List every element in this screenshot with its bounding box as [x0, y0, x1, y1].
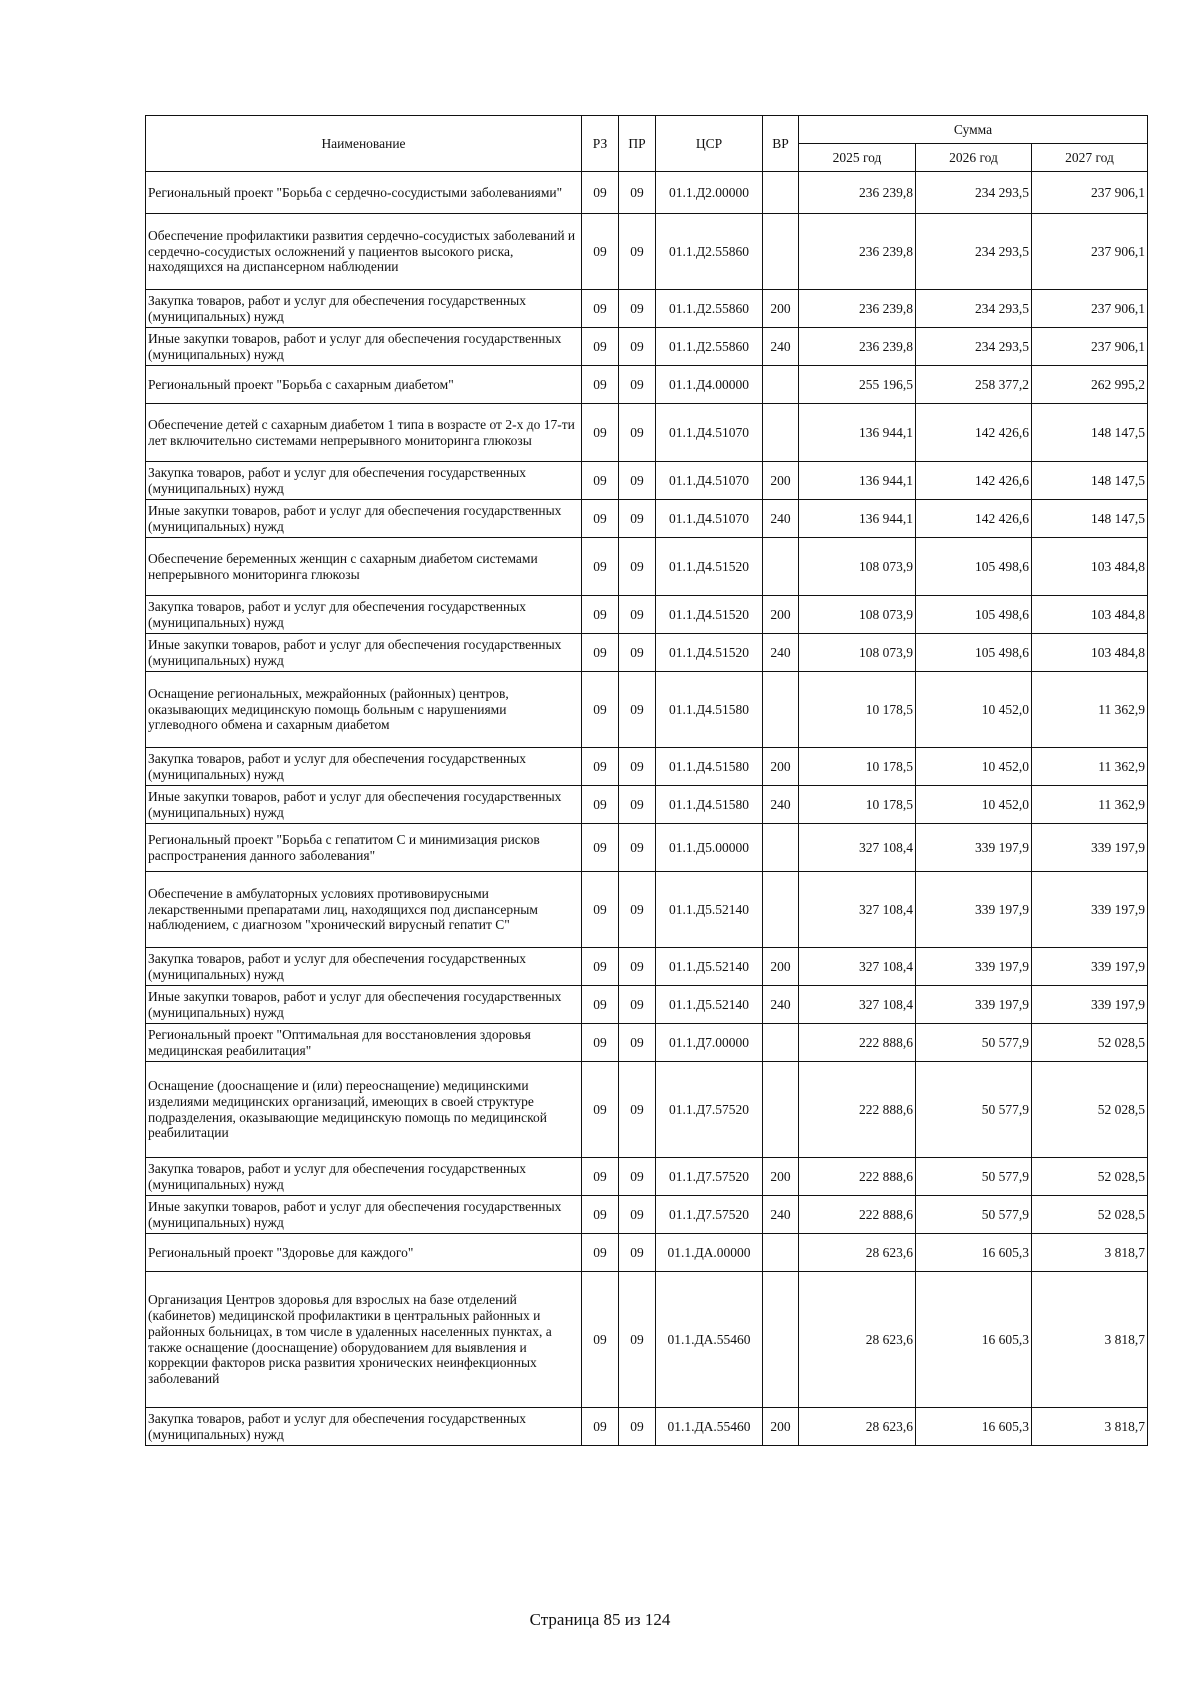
table-row: [146, 172, 1148, 214]
row-rz: 09: [582, 1234, 619, 1272]
table-row: [146, 872, 1148, 948]
row-name: Региональный проект "Оптимальная для восстановления здоровья медицинская реабилитация": [146, 1024, 582, 1062]
row-rz: 09: [582, 290, 619, 328]
table-row: [146, 1158, 1148, 1196]
row-rz: 09: [582, 634, 619, 672]
row-sum-2025: 136 944,1: [799, 404, 916, 462]
row-rz: 09: [582, 672, 619, 748]
row-rz: 09: [582, 538, 619, 596]
row-sum-2027: 103 484,8: [1032, 538, 1148, 596]
row-rz: 09: [582, 404, 619, 462]
header-pr: ПР: [619, 116, 656, 172]
row-rz: 09: [582, 328, 619, 366]
row-rz: 09: [582, 1062, 619, 1158]
row-sum-2026: 50 577,9: [916, 1024, 1032, 1062]
row-sum-2025: 10 178,5: [799, 786, 916, 824]
row-sum-2025: 136 944,1: [799, 462, 916, 500]
row-pr: 09: [619, 596, 656, 634]
row-vr: [763, 872, 799, 948]
row-sum-2025: 222 888,6: [799, 1158, 916, 1196]
row-sum-2026: 234 293,5: [916, 328, 1032, 366]
row-sum-2026: 234 293,5: [916, 214, 1032, 290]
row-pr: 09: [619, 1062, 656, 1158]
table-row: [146, 986, 1148, 1024]
header-rz: РЗ: [582, 116, 619, 172]
row-sum-2025: 236 239,8: [799, 290, 916, 328]
row-pr: 09: [619, 366, 656, 404]
row-name: Иные закупки товаров, работ и услуг для обеспечения государственных (муниципальных) нужд: [146, 1196, 582, 1234]
row-vr: [763, 366, 799, 404]
header-year-2026: 2026 год: [916, 144, 1032, 172]
row-csr: 01.1.Д5.52140: [656, 986, 763, 1024]
row-csr: 01.1.Д2.55860: [656, 214, 763, 290]
row-sum-2026: 105 498,6: [916, 596, 1032, 634]
row-sum-2026: 10 452,0: [916, 672, 1032, 748]
row-sum-2025: 236 239,8: [799, 172, 916, 214]
row-csr: 01.1.Д2.00000: [656, 172, 763, 214]
row-pr: 09: [619, 748, 656, 786]
row-vr: 200: [763, 948, 799, 986]
table-row: [146, 824, 1148, 872]
row-rz: 09: [582, 786, 619, 824]
row-name: Закупка товаров, работ и услуг для обеспечения государственных (муниципальных) нужд: [146, 1408, 582, 1446]
row-sum-2027: 262 995,2: [1032, 366, 1148, 404]
row-sum-2026: 16 605,3: [916, 1408, 1032, 1446]
row-rz: 09: [582, 986, 619, 1024]
row-name: Обеспечение в амбулаторных условиях противовирусными лекарственными препаратами лиц, находящихся под диспансерным наблюдением, с диагнозом "хронический вирусный гепатит С": [146, 872, 582, 948]
row-sum-2025: 222 888,6: [799, 1062, 916, 1158]
row-sum-2026: 16 605,3: [916, 1272, 1032, 1408]
row-sum-2025: 136 944,1: [799, 500, 916, 538]
row-sum-2026: 258 377,2: [916, 366, 1032, 404]
table-row: [146, 328, 1148, 366]
row-pr: 09: [619, 1024, 656, 1062]
row-name: Закупка товаров, работ и услуг для обеспечения государственных (муниципальных) нужд: [146, 948, 582, 986]
row-name: Иные закупки товаров, работ и услуг для обеспечения государственных (муниципальных) нужд: [146, 986, 582, 1024]
row-name: Закупка товаров, работ и услуг для обеспечения государственных (муниципальных) нужд: [146, 596, 582, 634]
row-rz: 09: [582, 596, 619, 634]
row-vr: [763, 824, 799, 872]
row-csr: 01.1.Д7.00000: [656, 1024, 763, 1062]
row-name: Иные закупки товаров, работ и услуг для обеспечения государственных (муниципальных) нужд: [146, 634, 582, 672]
row-name: Региональный проект "Борьба с сахарным диабетом": [146, 366, 582, 404]
row-csr: 01.1.Д7.57520: [656, 1158, 763, 1196]
row-sum-2026: 105 498,6: [916, 634, 1032, 672]
table-row: [146, 672, 1148, 748]
row-name: Иные закупки товаров, работ и услуг для обеспечения государственных (муниципальных) нужд: [146, 328, 582, 366]
row-rz: 09: [582, 824, 619, 872]
row-sum-2027: 103 484,8: [1032, 596, 1148, 634]
row-vr: [763, 1062, 799, 1158]
row-vr: 200: [763, 748, 799, 786]
table-row: [146, 748, 1148, 786]
row-pr: 09: [619, 462, 656, 500]
table-row: [146, 404, 1148, 462]
row-sum-2025: 222 888,6: [799, 1196, 916, 1234]
row-vr: 240: [763, 786, 799, 824]
row-name: Региональный проект "Борьба с сердечно-сосудистыми заболеваниями": [146, 172, 582, 214]
row-pr: 09: [619, 172, 656, 214]
row-sum-2025: 327 108,4: [799, 824, 916, 872]
row-name: Региональный проект "Борьба с гепатитом С и минимизация рисков распространения данного заболевания": [146, 824, 582, 872]
row-csr: 01.1.Д2.55860: [656, 328, 763, 366]
row-pr: 09: [619, 1158, 656, 1196]
row-csr: 01.1.Д7.57520: [656, 1062, 763, 1158]
row-rz: 09: [582, 214, 619, 290]
row-csr: 01.1.Д4.51070: [656, 500, 763, 538]
row-rz: 09: [582, 462, 619, 500]
table-body: [146, 172, 1148, 1446]
row-sum-2025: 108 073,9: [799, 596, 916, 634]
table-row: [146, 1272, 1148, 1408]
row-sum-2026: 234 293,5: [916, 172, 1032, 214]
row-pr: 09: [619, 538, 656, 596]
row-pr: 09: [619, 1272, 656, 1408]
row-vr: 240: [763, 500, 799, 538]
row-sum-2027: 148 147,5: [1032, 404, 1148, 462]
header-sum: Сумма: [799, 116, 1148, 144]
row-sum-2026: 339 197,9: [916, 948, 1032, 986]
row-vr: 240: [763, 1196, 799, 1234]
row-csr: 01.1.ДА.55460: [656, 1408, 763, 1446]
row-pr: 09: [619, 404, 656, 462]
row-vr: [763, 1272, 799, 1408]
row-sum-2025: 327 108,4: [799, 986, 916, 1024]
row-sum-2026: 105 498,6: [916, 538, 1032, 596]
row-sum-2026: 50 577,9: [916, 1158, 1032, 1196]
row-sum-2027: 237 906,1: [1032, 328, 1148, 366]
row-rz: 09: [582, 1024, 619, 1062]
table-row: [146, 538, 1148, 596]
row-vr: [763, 172, 799, 214]
row-csr: 01.1.Д7.57520: [656, 1196, 763, 1234]
row-csr: 01.1.ДА.55460: [656, 1272, 763, 1408]
row-sum-2025: 28 623,6: [799, 1272, 916, 1408]
header-name: Наименование: [146, 116, 582, 172]
table-row: [146, 500, 1148, 538]
row-name: Организация Центров здоровья для взрослых на базе отделений (кабинетов) медицинской профилактики в центральных районных и районных больницах, в том числе в удаленных населенных пунктах, а также оснащение (дооснащение) оборудованием для выявления и коррекции факторов риска развития хронических неинфекционных заболеваний: [146, 1272, 582, 1408]
row-rz: 09: [582, 872, 619, 948]
table-row: [146, 366, 1148, 404]
row-vr: 200: [763, 1408, 799, 1446]
row-rz: 09: [582, 748, 619, 786]
budget-table-container: [145, 115, 1147, 1446]
row-sum-2027: 52 028,5: [1032, 1196, 1148, 1234]
row-csr: 01.1.Д2.55860: [656, 290, 763, 328]
row-name: Оснащение региональных, межрайонных (районных) центров, оказывающих медицинскую помощь больным с нарушениями углеводного обмена и сахарным диабетом: [146, 672, 582, 748]
row-sum-2027: 237 906,1: [1032, 214, 1148, 290]
row-sum-2027: 339 197,9: [1032, 986, 1148, 1024]
row-sum-2027: 339 197,9: [1032, 872, 1148, 948]
row-sum-2025: 327 108,4: [799, 872, 916, 948]
row-name: Закупка товаров, работ и услуг для обеспечения государственных (муниципальных) нужд: [146, 748, 582, 786]
row-csr: 01.1.Д5.52140: [656, 948, 763, 986]
table-row: [146, 786, 1148, 824]
table-row: [146, 634, 1148, 672]
row-sum-2027: 3 818,7: [1032, 1234, 1148, 1272]
row-sum-2027: 339 197,9: [1032, 824, 1148, 872]
row-name: Закупка товаров, работ и услуг для обеспечения государственных (муниципальных) нужд: [146, 462, 582, 500]
row-vr: [763, 538, 799, 596]
table-row: [146, 1196, 1148, 1234]
row-pr: 09: [619, 214, 656, 290]
row-sum-2027: 148 147,5: [1032, 462, 1148, 500]
row-sum-2027: 11 362,9: [1032, 786, 1148, 824]
row-vr: [763, 1024, 799, 1062]
row-csr: 01.1.Д4.51580: [656, 786, 763, 824]
row-name: Иные закупки товаров, работ и услуг для обеспечения государственных (муниципальных) нужд: [146, 500, 582, 538]
row-csr: 01.1.Д4.51520: [656, 596, 763, 634]
row-sum-2026: 10 452,0: [916, 786, 1032, 824]
row-vr: 200: [763, 290, 799, 328]
row-sum-2027: 339 197,9: [1032, 948, 1148, 986]
row-pr: 09: [619, 1196, 656, 1234]
row-vr: [763, 404, 799, 462]
row-pr: 09: [619, 1408, 656, 1446]
table-row: [146, 214, 1148, 290]
row-csr: 01.1.Д4.51520: [656, 538, 763, 596]
row-csr: 01.1.ДА.00000: [656, 1234, 763, 1272]
row-sum-2025: 10 178,5: [799, 748, 916, 786]
row-sum-2027: 237 906,1: [1032, 172, 1148, 214]
table-row: [146, 1024, 1148, 1062]
row-sum-2025: 236 239,8: [799, 328, 916, 366]
row-pr: 09: [619, 872, 656, 948]
row-sum-2027: 3 818,7: [1032, 1272, 1148, 1408]
row-vr: 240: [763, 986, 799, 1024]
row-sum-2027: 11 362,9: [1032, 748, 1148, 786]
table-row: [146, 1234, 1148, 1272]
row-pr: 09: [619, 948, 656, 986]
row-sum-2026: 142 426,6: [916, 500, 1032, 538]
row-sum-2025: 10 178,5: [799, 672, 916, 748]
row-sum-2026: 234 293,5: [916, 290, 1032, 328]
row-name: Закупка товаров, работ и услуг для обеспечения государственных (муниципальных) нужд: [146, 290, 582, 328]
row-name: Региональный проект "Здоровье для каждого": [146, 1234, 582, 1272]
page-number: Страница 85 из 124: [529, 1610, 671, 1629]
header-csr: ЦСР: [656, 116, 763, 172]
row-pr: 09: [619, 500, 656, 538]
row-sum-2025: 222 888,6: [799, 1024, 916, 1062]
row-csr: 01.1.Д5.00000: [656, 824, 763, 872]
row-pr: 09: [619, 986, 656, 1024]
row-rz: 09: [582, 500, 619, 538]
row-pr: 09: [619, 290, 656, 328]
header-vr: ВР: [763, 116, 799, 172]
row-rz: 09: [582, 1196, 619, 1234]
row-sum-2027: 237 906,1: [1032, 290, 1148, 328]
table-row: [146, 462, 1148, 500]
row-name: Иные закупки товаров, работ и услуг для обеспечения государственных (муниципальных) нужд: [146, 786, 582, 824]
row-sum-2026: 10 452,0: [916, 748, 1032, 786]
row-vr: [763, 214, 799, 290]
row-vr: 200: [763, 596, 799, 634]
row-sum-2027: 103 484,8: [1032, 634, 1148, 672]
table-row: [146, 290, 1148, 328]
header-year-2025: 2025 год: [799, 144, 916, 172]
row-rz: 09: [582, 366, 619, 404]
header-year-2027: 2027 год: [1032, 144, 1148, 172]
row-name: Обеспечение профилактики развития сердечно-сосудистых заболеваний и сердечно-сосудистых осложнений у пациентов высокого риска, находящихся на диспансерном наблюдении: [146, 214, 582, 290]
row-pr: 09: [619, 328, 656, 366]
row-sum-2026: 142 426,6: [916, 462, 1032, 500]
row-sum-2027: 52 028,5: [1032, 1024, 1148, 1062]
row-sum-2027: 11 362,9: [1032, 672, 1148, 748]
row-csr: 01.1.Д5.52140: [656, 872, 763, 948]
row-sum-2027: 148 147,5: [1032, 500, 1148, 538]
row-sum-2025: 327 108,4: [799, 948, 916, 986]
row-pr: 09: [619, 672, 656, 748]
row-sum-2026: 142 426,6: [916, 404, 1032, 462]
row-sum-2025: 236 239,8: [799, 214, 916, 290]
row-sum-2026: 339 197,9: [916, 986, 1032, 1024]
row-vr: 240: [763, 634, 799, 672]
row-pr: 09: [619, 824, 656, 872]
row-sum-2026: 16 605,3: [916, 1234, 1032, 1272]
row-rz: 09: [582, 948, 619, 986]
row-name: Закупка товаров, работ и услуг для обеспечения государственных (муниципальных) нужд: [146, 1158, 582, 1196]
row-sum-2027: 52 028,5: [1032, 1158, 1148, 1196]
row-sum-2025: 108 073,9: [799, 634, 916, 672]
row-sum-2026: 339 197,9: [916, 824, 1032, 872]
table-row: [146, 1062, 1148, 1158]
row-rz: 09: [582, 1408, 619, 1446]
row-rz: 09: [582, 1158, 619, 1196]
row-name: Обеспечение беременных женщин с сахарным диабетом системами непрерывного мониторинга глюкозы: [146, 538, 582, 596]
row-sum-2026: 50 577,9: [916, 1196, 1032, 1234]
row-csr: 01.1.Д4.51070: [656, 404, 763, 462]
row-vr: [763, 672, 799, 748]
row-pr: 09: [619, 634, 656, 672]
row-sum-2025: 108 073,9: [799, 538, 916, 596]
row-vr: 240: [763, 328, 799, 366]
row-csr: 01.1.Д4.51580: [656, 748, 763, 786]
row-name: Обеспечение детей с сахарным диабетом 1 типа в возрасте от 2-х до 17-ти лет включительно системами непрерывного мониторинга глюкозы: [146, 404, 582, 462]
row-sum-2025: 28 623,6: [799, 1234, 916, 1272]
row-rz: 09: [582, 172, 619, 214]
table-row: [146, 596, 1148, 634]
table-row: [146, 1408, 1148, 1446]
row-csr: 01.1.Д4.51070: [656, 462, 763, 500]
row-csr: 01.1.Д4.00000: [656, 366, 763, 404]
row-sum-2025: 28 623,6: [799, 1408, 916, 1446]
row-sum-2027: 3 818,7: [1032, 1408, 1148, 1446]
budget-table: [145, 115, 1148, 1446]
row-sum-2026: 50 577,9: [916, 1062, 1032, 1158]
table-header: [146, 116, 1148, 172]
row-vr: 200: [763, 1158, 799, 1196]
row-pr: 09: [619, 786, 656, 824]
row-vr: 200: [763, 462, 799, 500]
row-csr: 01.1.Д4.51520: [656, 634, 763, 672]
row-rz: 09: [582, 1272, 619, 1408]
table-row: [146, 948, 1148, 986]
row-sum-2027: 52 028,5: [1032, 1062, 1148, 1158]
row-sum-2025: 255 196,5: [799, 366, 916, 404]
row-name: Оснащение (дооснащение и (или) переоснащение) медицинскими изделиями медицинских организаций, имеющих в своей структуре подразделения, оказывающие медицинскую помощь по медицинской реабилитации: [146, 1062, 582, 1158]
row-sum-2026: 339 197,9: [916, 872, 1032, 948]
row-vr: [763, 1234, 799, 1272]
row-csr: 01.1.Д4.51580: [656, 672, 763, 748]
row-pr: 09: [619, 1234, 656, 1272]
